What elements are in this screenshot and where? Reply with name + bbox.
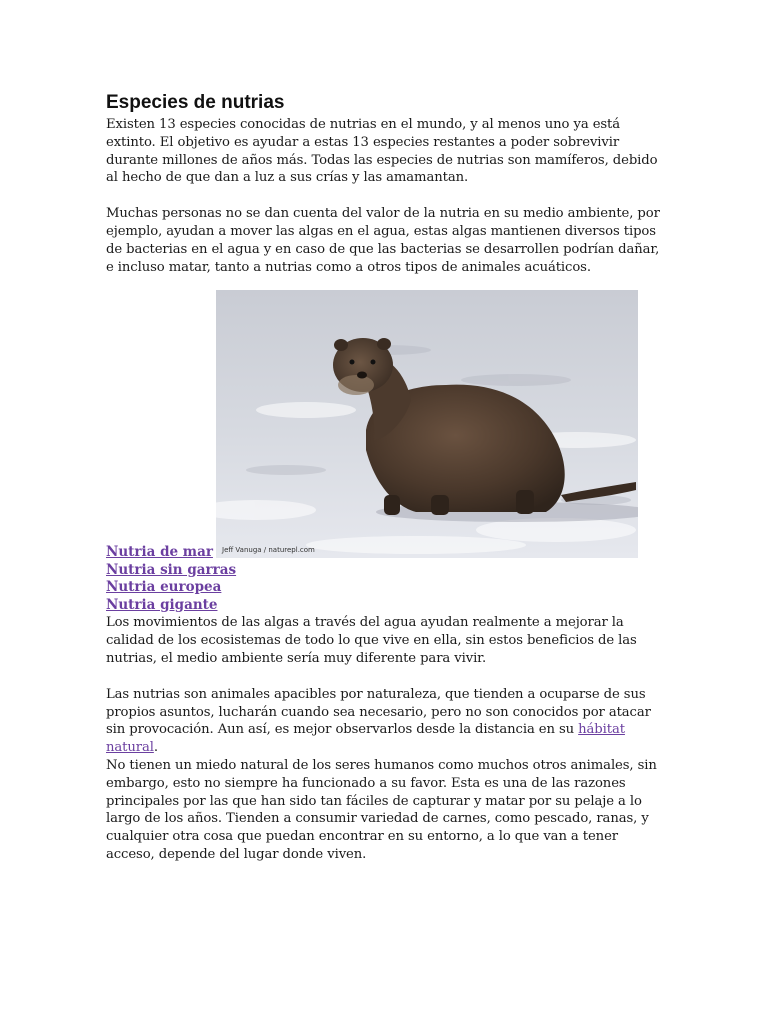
otter-photo <box>216 290 638 558</box>
paragraph-ecosystems: Los movimientos de las algas a través del agua ayudan realmente a mejorar la calidad de los ecosistemas de todo lo que vive en ella, sin estos beneficios de las nutrias, el medio ambiente sería muy diferente para vivir. <box>106 615 637 666</box>
paragraph-algae: Muchas personas no se dan cuenta del valor de la nutria en su medio ambiente, por ejemplo, ayudan a mover las algas en el agua, estas algas mantienen diversos tipos de bacterias en el agua y en caso de que las bacterias se desarrollen podrían dañar, e incluso matar, tanto a nutrias como a otros tipos de animales acuáticos. <box>106 206 660 275</box>
link-nutria-sin-garras[interactable]: Nutria sin garras <box>106 561 237 578</box>
link-nutria-europea[interactable]: Nutria europea <box>106 579 222 596</box>
spacer <box>106 187 666 205</box>
figure-row <box>106 290 666 558</box>
link-nutria-de-mar[interactable]: Nutria de mar <box>106 544 213 561</box>
paragraph-intro: Existen 13 especies conocidas de nutrias en el mundo, y al menos uno ya está extinto. El objetivo es ayudar a estas 13 especies restantes a poder sobrevivir durante millones de años más. Todas las especies de nutrias son mamíferos, debido al hecho de que dan a luz a sus crías y las amamantan. <box>106 117 658 186</box>
paragraph-behavior <box>106 686 666 757</box>
photo-credit: Jeff Vanuga / naturepl.com <box>222 546 315 555</box>
paragraph-fear-humans: No tienen un miedo natural de los seres humanos como muchos otros animales, sin embargo, esto no siempre ha funcionado a su favor. Esta es una de las razones principales por las que han sido tan fáciles de capturar y matar por su pelaje a lo largo de los años. Tienden a consumir variedad de carnes, como pescado, ranas, y cualquier otra cosa que puedan encontrar en su entorno, a lo que van a tener acceso, depende del lugar donde viven. <box>106 757 657 862</box>
spacer <box>106 668 666 686</box>
behavior-text-end: . <box>153 740 158 756</box>
otter-species-links <box>106 544 666 614</box>
link-habitat-natural[interactable]: hábitat natural <box>106 722 625 756</box>
page-title: Especies de nutrias <box>106 92 285 113</box>
link-nutria-gigante[interactable]: Nutria gigante <box>106 596 218 613</box>
behavior-text: Las nutrias son animales apacibles por naturaleza, que tienden a ocuparse de sus propios asuntos, lucharán cuando sea necesario, pero no son conocidos por atacar sin provocación. Aun así, es mejor observarlos desde la distancia en su <box>106 686 651 738</box>
document-page <box>106 92 666 864</box>
